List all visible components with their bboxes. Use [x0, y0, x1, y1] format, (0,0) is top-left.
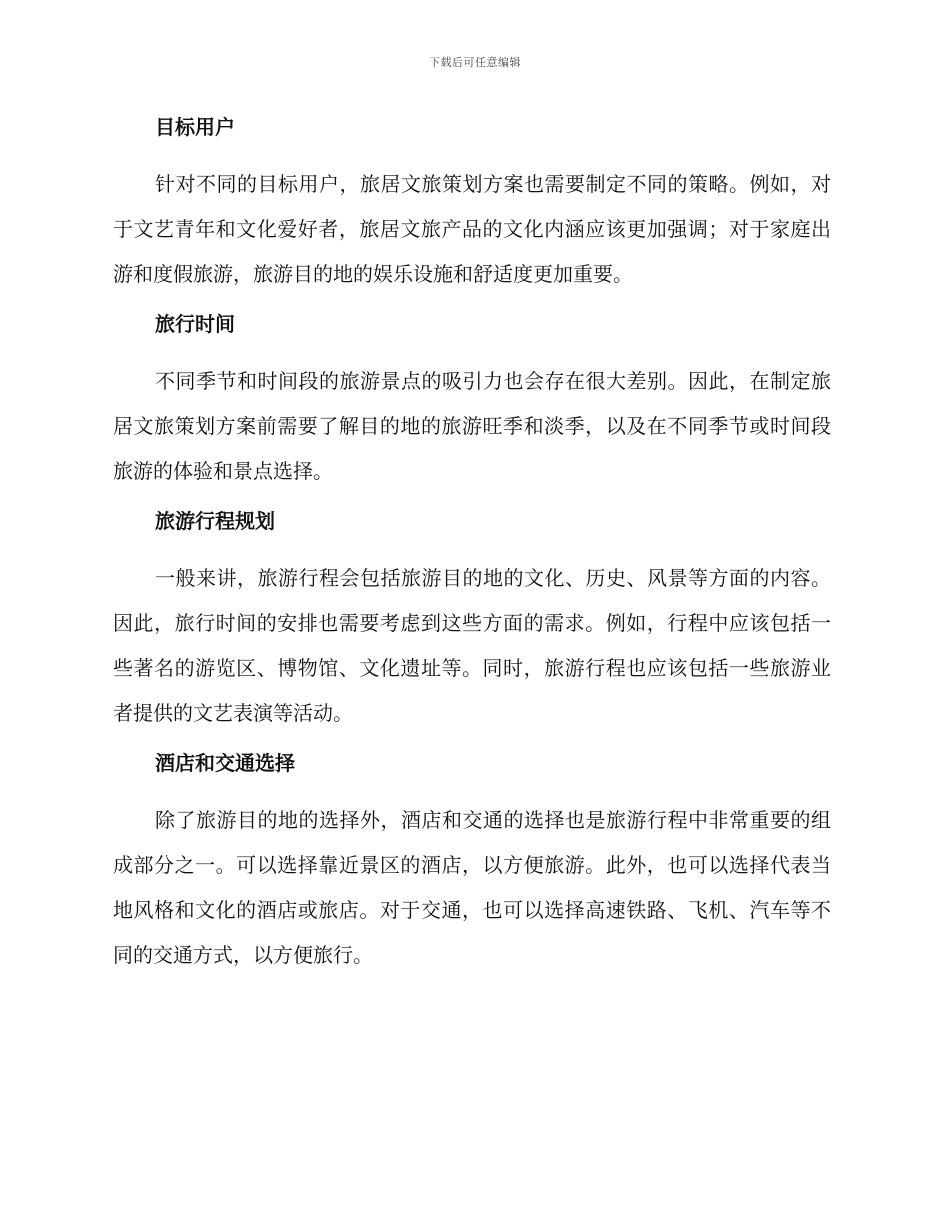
- section-heading: 酒店和交通选择: [155, 751, 295, 775]
- page-header: 下载后可任意编辑: [429, 56, 521, 69]
- section-paragraph: 一般来讲，旅游行程会包括旅游目的地的文化、历史、风景等方面的内容。因此，旅行时间的安排也需要考虑到这些方面的需求。例如，行程中应该包括一些著名的游览区、博物馆、文化遗址等。同时，旅游行程也应该包括一些旅游业者提供的文艺表演等活动。: [113, 566, 831, 725]
- section-heading: 旅行时间: [155, 312, 235, 336]
- section-hotel-transport: [113, 748, 831, 978]
- section-itinerary-planning: [113, 506, 831, 736]
- section-travel-time: [113, 309, 831, 494]
- section-paragraph: 针对不同的目标用户，旅居文旅策划方案也需要制定不同的策略。例如，对于文艺青年和文化爱好者，旅居文旅产品的文化内涵应该更加强调；对于家庭出游和度假旅游，旅游目的地的娱乐设施和舒适度更加重要。: [113, 172, 831, 286]
- document-body: [113, 112, 831, 990]
- section-heading: 目标用户: [155, 115, 235, 139]
- section-heading: 旅游行程规划: [155, 509, 275, 533]
- section-paragraph: 除了旅游目的地的选择外，酒店和交通的选择也是旅游行程中非常重要的组成部分之一。可以选择靠近景区的酒店，以方便旅游。此外，也可以选择代表当地风格和文化的酒店或旅店。对于交通，也可以选择高速铁路、飞机、汽车等不同的交通方式，以方便旅行。: [113, 808, 831, 967]
- section-target-users: [113, 112, 831, 297]
- section-paragraph: 不同季节和时间段的旅游景点的吸引力也会存在很大差别。因此，在制定旅居文旅策划方案前需要了解目的地的旅游旺季和淡季，以及在不同季节或时间段旅游的体验和景点选择。: [113, 369, 831, 483]
